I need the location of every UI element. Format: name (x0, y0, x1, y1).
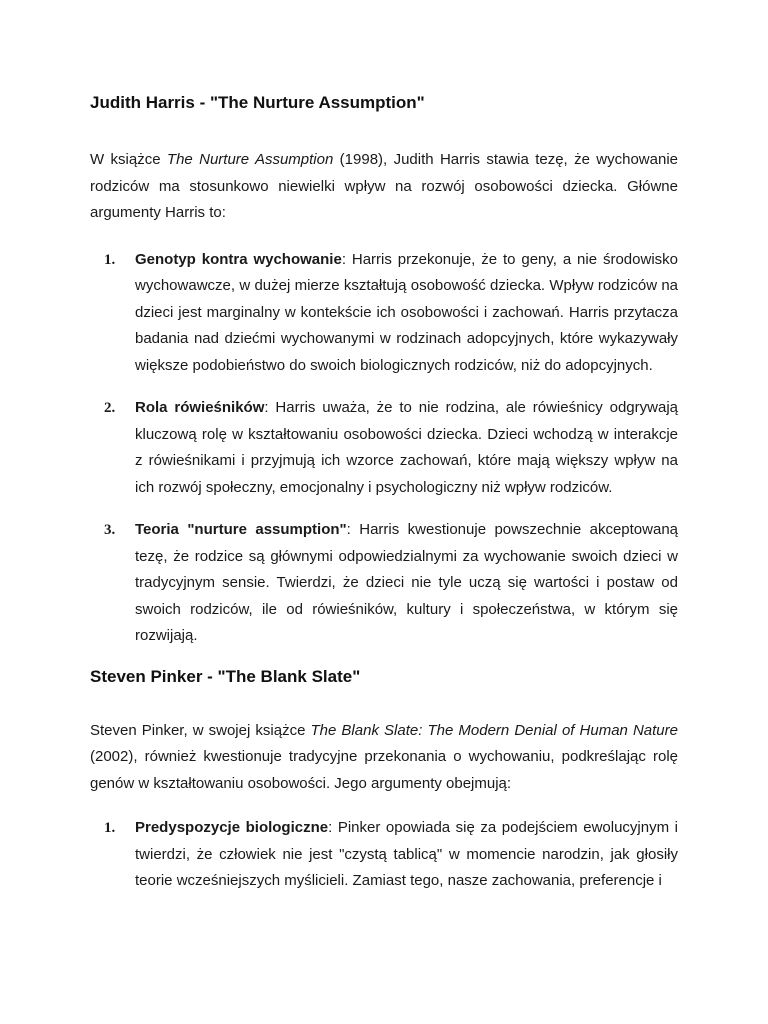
list-item (90, 815, 678, 895)
list-item-term: Teoria "nurture assumption" (135, 521, 347, 538)
book-title: The Nurture Assumption (166, 151, 334, 168)
book-title: The Blank Slate: The Modern Denial of Human Nature (310, 721, 678, 739)
list-item-text: : Harris kwestionuje powszechnie akceptowaną tezę, że rodzice są głównymi odpowiedzialnymi za wychowanie swoich dzieci w tradycyjnym sensie. Twierdzi, że dzieci nie tyle uczą się wartości i postaw od swoich rodziców, ile od rówieśników, kultury i społeczeństwa, w którym się rozwijają. (135, 521, 679, 644)
intro-text-start: W książce (90, 151, 167, 168)
section-heading-harris: Judith Harris - "The Nurture Assumption" (90, 93, 425, 112)
intro-paragraph-pinker (90, 718, 678, 798)
document-body (90, 88, 678, 895)
list-item-text: : Harris uważa, że to nie rodzina, ale rówieśnicy odgrywają kluczową rolę w kształtowaniu osobowości dziecka. Dzieci wchodzą w interakcje z rówieśnikami i przyjmują ich wzorce zachowań, które mają większy wpływ na ich rozwój społeczny, emocjonalny i psychologiczny niż wpływ rodziców. (135, 399, 678, 496)
list-number: 2. (104, 400, 116, 416)
argument-list-pinker (90, 815, 678, 895)
intro-text-end: (1998), Judith Harris stawia tezę, że wychowanie rodziców ma stosunkowo niewielki wpływ na rozwój osobowości dziecka. Główne argumenty Harris to: (90, 151, 678, 221)
intro-text-end: (2002), również kwestionuje tradycyjne przekonania o wychowaniu, podkreślając rolę genów w kształtowaniu osobowości. Jego argumenty obejmują: (90, 748, 678, 792)
list-item (90, 395, 678, 501)
list-number: 1. (104, 820, 116, 836)
list-item-text: : Pinker opowiada się za podejściem ewolucyjnym i twierdzi, że człowiek nie jest "czystą tablicą" w momencie narodzin, jak głosiły teorie wcześniejszych myślicieli. Zamiast tego, nasze zachowania, preferencje i (135, 819, 678, 889)
list-number: 3. (104, 522, 116, 538)
section-heading-pinker: Steven Pinker - "The Blank Slate" (90, 666, 361, 686)
list-item-term: Predyspozycje biologiczne (135, 819, 329, 836)
list-item-term: Rola rówieśników (135, 399, 265, 416)
intro-paragraph-harris (90, 147, 678, 227)
argument-list-harris (90, 247, 678, 650)
list-number: 1. (104, 251, 116, 268)
list-item-text: : Harris przekonuje, że to geny, a nie środowisko wychowawcze, w dużej mierze kształtują osobowość dziecka. Wpływ rodziców na dzieci jest marginalny w kontekście ich osobowości i zachowań. Harris przytacza badania nad dziećmi wychowanymi w rodzinach adopcyjnych, które wykazywały większe podobieństwo do swoich biologicznych rodziców, niż do adopcyjnych. (135, 250, 678, 374)
list-item (90, 247, 678, 380)
intro-text-start: Steven Pinker, w swojej książce (90, 721, 311, 739)
list-item (90, 517, 678, 650)
list-item-term: Genotyp kontra wychowanie (135, 250, 342, 268)
